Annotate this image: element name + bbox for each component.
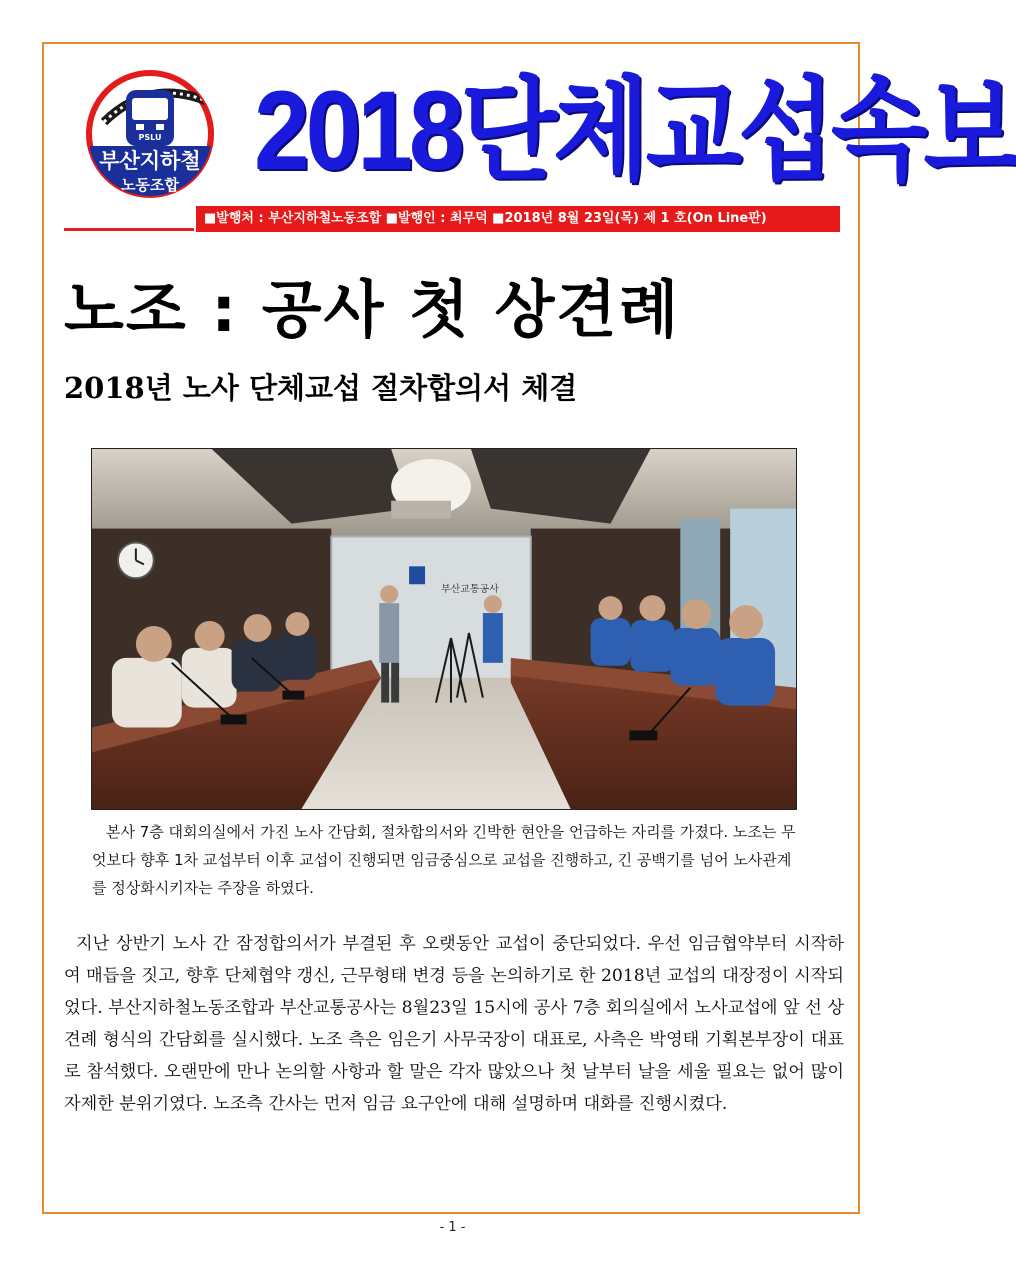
masthead-divider [64, 228, 194, 231]
article-subheadline: 2018년 노사 단체교섭 절차합의서 체결 [64, 371, 578, 405]
photo-wall-sign: 부산교통공사 [441, 584, 499, 596]
logo-emblem-text: PSLU [138, 133, 162, 142]
logo-name-line1: 부산지하철 [99, 149, 201, 173]
logo-name-line2: 노동조합 [121, 176, 179, 194]
masthead-title: 2018단체교섭속보 [254, 68, 1016, 194]
article-headline: 노조 : 공사 첫 상견례 [64, 273, 681, 346]
publication-info-bar: ■발행처 : 부산지하철노동조합 ■발행인 : 최무덕 ■2018년 8월 23일(목) 제 1 호(On Line판) [196, 206, 840, 232]
union-logo [84, 62, 222, 204]
article-body: 지난 상반기 노사 간 잠정합의서가 부결된 후 오랫동안 교섭이 중단되었다. 우선 임금협약부터 시작하여 매듭을 짓고, 향후 단체협약 갱신, 근무형태 변경 등을 논의하기로 한 2018년 교섭의 대장정이 시작되었다. 부산지하철노동조합과 부산교통공사는 8월23일 15시에 공사 7층 회의실에서 노사교섭에 앞 선 상견례 형식의 간담회를 실시했다. 노조 측은 임은기 사무국장이 대표로, 사측은 박영태 기획본부장이 대표로 참석했다. 오랜만에 만나 논의할 사항과 할 말은 각자 많았으나 첫 날부터 날을 세울 필요는 없어 많이 자제한 분위기였다. 노조측 간사는 먼저 임금 요구안에 대해 설명하며 대화를 진행시켰다. [64, 934, 844, 1114]
meeting-photo [91, 448, 797, 810]
page-number: - 1 - [439, 1220, 466, 1235]
photo-caption: 본사 7층 대회의실에서 가진 노사 간담회, 절차합의서와 긴박한 현안을 언급하는 자리를 가졌다. 노조는 무엇보다 향후 1차 교섭부터 이후 교섭이 진행되면 임금중심으로 교섭을 진행하고, 긴 공백기를 넘어 노사관계를 정상화시키자는 주장을 하였다. [92, 823, 796, 897]
